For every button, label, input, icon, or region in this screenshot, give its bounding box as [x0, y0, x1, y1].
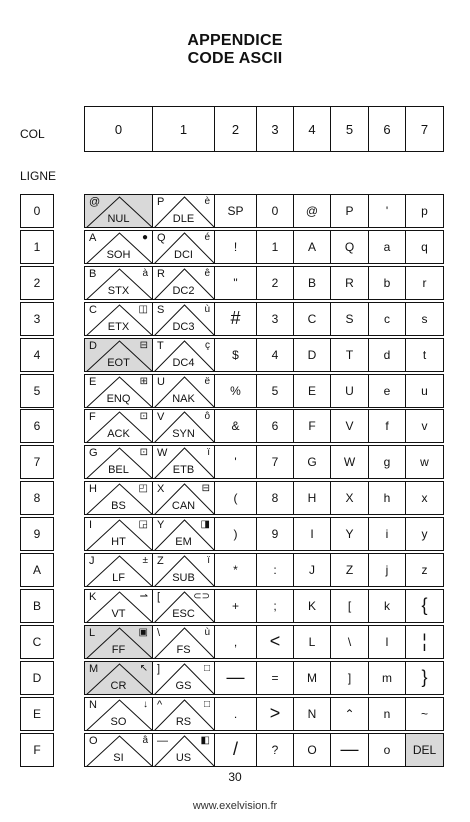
control-cell-soh: [84, 230, 153, 264]
char-cell-col3-7: 7: [256, 445, 294, 479]
char-cell-col6-5: e: [368, 374, 406, 408]
control-name: LF: [112, 572, 125, 584]
char-glyph: \: [157, 626, 161, 639]
control-name: DC3: [172, 320, 195, 333]
char-cell-col5-7: W: [330, 445, 369, 479]
alt-glyph: ⇀: [139, 590, 148, 602]
column-header-5: 5: [330, 106, 369, 152]
control-name: VT: [111, 607, 126, 620]
char-cell-col7-12: ¦: [405, 625, 444, 659]
char-cell-col2-10: *: [214, 553, 257, 587]
char-cell-col2-6: &: [214, 409, 257, 443]
row-label-A: A: [20, 553, 54, 587]
alt-glyph: ▣: [138, 626, 148, 638]
char-cell-col7-0: p: [405, 194, 444, 228]
char-cell-col4-11: K: [293, 589, 331, 623]
column-header-7: 7: [405, 106, 444, 152]
control-cell-syn: [152, 409, 215, 443]
alt-glyph: ◰: [138, 483, 148, 495]
control-name: ETX: [107, 320, 130, 333]
control-name: GS: [175, 679, 192, 692]
char-glyph: L: [89, 626, 96, 639]
column-header-3: 3: [256, 106, 294, 152]
control-cell-nak: [152, 374, 215, 408]
alt-glyph: ⊂⊃: [193, 590, 210, 602]
char-glyph: S: [157, 303, 165, 316]
char-glyph: J: [89, 555, 95, 567]
char-cell-col4-2: B: [293, 266, 331, 300]
char-cell-col2-3: #: [214, 302, 257, 336]
title-line-1: APPENDICE: [187, 32, 283, 49]
char-cell-col3-5: 5: [256, 374, 294, 408]
row-label-1: 1: [20, 230, 54, 264]
row-label-8: 8: [20, 481, 54, 515]
char-cell-col4-3: C: [293, 302, 331, 336]
alt-glyph: ç: [205, 339, 210, 351]
alt-glyph: ï: [207, 447, 210, 459]
alt-glyph: ↖: [139, 662, 148, 674]
char-cell-col4-7: G: [293, 445, 331, 479]
char-cell-col3-4: 4: [256, 338, 294, 372]
char-cell-col7-3: s: [405, 302, 444, 336]
char-cell-col7-9: y: [405, 517, 444, 551]
column-header-2: 2: [214, 106, 257, 152]
footer-url: www.exelvision.fr: [192, 800, 278, 812]
control-cell-us: [152, 733, 215, 767]
char-cell-col6-8: h: [368, 481, 406, 515]
char-glyph: Q: [157, 231, 166, 244]
char-glyph: G: [89, 447, 98, 460]
control-cell-rs: [152, 697, 215, 731]
control-cell-dc4: [152, 338, 215, 372]
control-cell-bs: [84, 481, 153, 515]
alt-glyph: ◫: [138, 303, 148, 315]
alt-glyph: ◲: [138, 519, 148, 531]
row-label-C: C: [20, 625, 54, 659]
alt-glyph: ◧: [200, 734, 210, 746]
alt-glyph: ⊟: [201, 483, 210, 495]
char-glyph: @: [89, 196, 101, 208]
char-glyph: E: [89, 375, 97, 388]
alt-glyph: ⊡: [139, 411, 148, 423]
alt-glyph: ï: [207, 555, 210, 566]
char-cell-col3-12: <: [256, 625, 294, 659]
char-cell-col3-14: >: [256, 697, 294, 731]
control-cell-dc3: [152, 302, 215, 336]
alt-glyph: é: [204, 231, 210, 243]
alt-glyph: □: [203, 698, 210, 710]
char-glyph: C: [89, 303, 97, 316]
control-name: EOT: [107, 356, 130, 369]
char-cell-col7-4: t: [405, 338, 444, 372]
char-cell-col7-2: r: [405, 266, 444, 300]
char-cell-col6-11: k: [368, 589, 406, 623]
col-label: COL: [20, 127, 45, 141]
control-cell-vt: [84, 589, 153, 623]
control-name: ESC: [172, 607, 195, 620]
char-cell-col4-15: O: [293, 733, 331, 767]
char-glyph: —: [157, 734, 168, 747]
control-cell-ack: [84, 409, 153, 443]
char-cell-col2-9: ): [214, 517, 257, 551]
control-name: DLE: [172, 213, 195, 225]
title-line-2: CODE ASCII: [187, 50, 283, 67]
char-cell-col7-5: u: [405, 374, 444, 408]
char-cell-col6-7: g: [368, 445, 406, 479]
control-cell-dle: [152, 194, 215, 228]
char-cell-col7-14: ~: [405, 697, 444, 731]
control-name: HT: [111, 536, 126, 549]
control-name: STX: [107, 284, 130, 297]
control-name: CAN: [171, 500, 196, 513]
char-cell-col3-8: 8: [256, 481, 294, 515]
char-cell-col6-4: d: [368, 338, 406, 372]
char-cell-col4-4: D: [293, 338, 331, 372]
char-cell-col3-10: :: [256, 553, 294, 587]
char-cell-col2-8: (: [214, 481, 257, 515]
control-name: CR: [110, 679, 127, 692]
control-name: BS: [111, 500, 126, 513]
char-glyph: P: [157, 196, 165, 208]
char-cell-col3-9: 9: [256, 517, 294, 551]
char-cell-col5-3: S: [330, 302, 369, 336]
char-glyph: I: [89, 519, 93, 532]
row-label-0: 0: [20, 194, 54, 228]
char-glyph: Y: [157, 519, 165, 532]
control-name: RS: [175, 715, 192, 728]
char-glyph: D: [89, 339, 97, 352]
char-cell-col4-12: L: [293, 625, 331, 659]
char-glyph: T: [157, 339, 164, 352]
control-cell-so: [84, 697, 153, 731]
control-cell-em: [152, 517, 215, 551]
char-cell-col7-7: w: [405, 445, 444, 479]
control-name: SO: [110, 715, 127, 728]
control-name: DCI: [174, 248, 193, 261]
column-header-6: 6: [368, 106, 406, 152]
alt-glyph: ◨: [200, 519, 210, 531]
alt-glyph: à: [142, 267, 148, 279]
char-cell-col4-8: H: [293, 481, 331, 515]
char-cell-col2-5: %: [214, 374, 257, 408]
control-cell-ht: [84, 517, 153, 551]
control-name: NUL: [107, 213, 130, 225]
control-cell-dci: [152, 230, 215, 264]
alt-glyph: ±: [142, 555, 148, 566]
char-cell-col6-3: c: [368, 302, 406, 336]
char-cell-col7-13: }: [405, 661, 444, 695]
control-name: DC4: [172, 356, 195, 369]
control-name: ENQ: [106, 392, 131, 405]
row-label-4: 4: [20, 338, 54, 372]
char-cell-col3-0: 0: [256, 194, 294, 228]
char-glyph: V: [157, 411, 165, 424]
char-glyph: ]: [157, 662, 161, 675]
control-name: ETB: [172, 464, 195, 477]
char-glyph: A: [89, 231, 97, 244]
char-cell-col3-13: =: [256, 661, 294, 695]
char-cell-col4-10: J: [293, 553, 331, 587]
row-label-9: 9: [20, 517, 54, 551]
char-cell-col2-4: $: [214, 338, 257, 372]
control-cell-nul: [84, 194, 153, 228]
char-cell-col5-11: [: [330, 589, 369, 623]
char-cell-col6-12: l: [368, 625, 406, 659]
char-cell-col2-12: ,: [214, 625, 257, 659]
control-cell-esc: [152, 589, 215, 623]
char-cell-col4-6: F: [293, 409, 331, 443]
control-name: NAK: [172, 392, 195, 405]
char-cell-col3-15: ?: [256, 733, 294, 767]
char-cell-col5-5: U: [330, 374, 369, 408]
char-cell-col3-2: 2: [256, 266, 294, 300]
char-cell-col7-1: q: [405, 230, 444, 264]
control-name: SOH: [106, 248, 131, 261]
char-cell-col7-10: z: [405, 553, 444, 587]
char-cell-col3-3: 3: [256, 302, 294, 336]
char-cell-col5-1: Q: [330, 230, 369, 264]
control-name: EM: [175, 536, 192, 549]
char-cell-col6-13: m: [368, 661, 406, 695]
control-name: FF: [111, 643, 126, 656]
char-cell-col7-8: x: [405, 481, 444, 515]
char-cell-col6-15: o: [368, 733, 406, 767]
char-cell-col5-4: T: [330, 338, 369, 372]
control-cell-lf: [84, 553, 153, 587]
row-label-2: 2: [20, 266, 54, 300]
char-cell-col6-14: n: [368, 697, 406, 731]
control-cell-sub: [152, 553, 215, 587]
control-cell-etx: [84, 302, 153, 336]
control-name: ACK: [107, 428, 130, 441]
control-cell-enq: [84, 374, 153, 408]
alt-glyph: ê: [204, 267, 210, 279]
page-number: 30: [228, 770, 242, 784]
char-cell-col5-8: X: [330, 481, 369, 515]
char-cell-col6-0: ': [368, 194, 406, 228]
control-cell-si: [84, 733, 153, 767]
alt-glyph: ù: [204, 303, 210, 315]
control-name: SYN: [172, 428, 195, 441]
char-glyph: ^: [157, 698, 163, 711]
char-cell-col4-14: N: [293, 697, 331, 731]
char-glyph: H: [89, 483, 97, 496]
char-cell-col5-10: Z: [330, 553, 369, 587]
char-cell-col2-15: /: [214, 733, 257, 767]
char-cell-col6-10: j: [368, 553, 406, 587]
char-glyph: X: [157, 483, 165, 496]
char-cell-col4-9: I: [293, 517, 331, 551]
char-glyph: R: [157, 267, 165, 280]
char-glyph: F: [89, 411, 96, 424]
column-header-1: 1: [152, 106, 215, 152]
char-cell-col7-6: v: [405, 409, 444, 443]
control-name: US: [175, 751, 192, 764]
column-header-0: 0: [84, 106, 153, 152]
char-cell-col4-0: @: [293, 194, 331, 228]
row-label-F: F: [20, 733, 54, 767]
char-cell-col2-7: ': [214, 445, 257, 479]
char-cell-col3-6: 6: [256, 409, 294, 443]
char-glyph: B: [89, 267, 97, 280]
control-name: SI: [113, 751, 124, 764]
char-cell-col5-2: R: [330, 266, 369, 300]
char-cell-col6-2: b: [368, 266, 406, 300]
char-cell-col2-13: —: [214, 661, 257, 695]
row-label-7: 7: [20, 445, 54, 479]
char-cell-col2-0: SP: [214, 194, 257, 228]
char-cell-col5-9: Y: [330, 517, 369, 551]
control-cell-etb: [152, 445, 215, 479]
control-name: DC2: [172, 284, 195, 297]
alt-glyph: ⊡: [139, 447, 148, 459]
row-label-B: B: [20, 589, 54, 623]
char-cell-col4-13: M: [293, 661, 331, 695]
alt-glyph: ↓: [143, 698, 148, 710]
alt-glyph: ù: [204, 626, 210, 638]
control-cell-bel: [84, 445, 153, 479]
char-glyph: K: [89, 590, 97, 603]
char-cell-col5-6: V: [330, 409, 369, 443]
row-label: LIGNE: [20, 169, 57, 183]
char-cell-col7-15: DEL: [405, 733, 444, 767]
control-cell-gs: [152, 661, 215, 695]
char-cell-col5-15: —: [330, 733, 369, 767]
char-glyph: O: [89, 734, 98, 747]
char-cell-col5-13: ]: [330, 661, 369, 695]
control-cell-ff: [84, 625, 153, 659]
char-glyph: M: [89, 662, 99, 675]
char-cell-col2-1: !: [214, 230, 257, 264]
row-label-3: 3: [20, 302, 54, 336]
alt-glyph: □: [203, 662, 210, 674]
char-cell-col6-6: f: [368, 409, 406, 443]
column-header-4: 4: [293, 106, 331, 152]
char-glyph: W: [157, 447, 168, 460]
alt-glyph: â: [142, 734, 148, 746]
char-cell-col6-1: a: [368, 230, 406, 264]
control-cell-eot: [84, 338, 153, 372]
row-label-5: 5: [20, 374, 54, 408]
char-cell-col4-5: E: [293, 374, 331, 408]
control-cell-fs: [152, 625, 215, 659]
alt-glyph: ⊞: [139, 375, 148, 387]
alt-glyph: è: [204, 196, 210, 207]
char-cell-col2-14: .: [214, 697, 257, 731]
char-cell-col4-1: A: [293, 230, 331, 264]
char-cell-col6-9: i: [368, 517, 406, 551]
char-cell-col3-1: 1: [256, 230, 294, 264]
alt-glyph: ë: [204, 375, 210, 387]
char-glyph: N: [89, 698, 97, 711]
char-cell-col7-11: {: [405, 589, 444, 623]
char-glyph: [: [157, 590, 161, 603]
alt-glyph: ô: [204, 411, 210, 423]
row-label-6: 6: [20, 409, 54, 443]
control-cell-can: [152, 481, 215, 515]
char-cell-col5-0: P: [330, 194, 369, 228]
control-cell-stx: [84, 266, 153, 300]
control-name: SUB: [172, 572, 195, 584]
control-name: BEL: [108, 464, 129, 477]
char-glyph: Z: [157, 555, 164, 567]
alt-glyph: ●: [141, 231, 148, 243]
char-cell-col2-2: ": [214, 266, 257, 300]
char-cell-col3-11: ;: [256, 589, 294, 623]
char-glyph: U: [157, 375, 165, 388]
control-cell-cr: [84, 661, 153, 695]
control-cell-dc2: [152, 266, 215, 300]
char-cell-col2-11: +: [214, 589, 257, 623]
control-name: FS: [176, 643, 191, 656]
alt-glyph: ⊟: [139, 339, 148, 351]
char-cell-col5-12: \: [330, 625, 369, 659]
row-label-E: E: [20, 697, 54, 731]
row-label-D: D: [20, 661, 54, 695]
char-cell-col5-14: ⌃: [330, 697, 369, 731]
